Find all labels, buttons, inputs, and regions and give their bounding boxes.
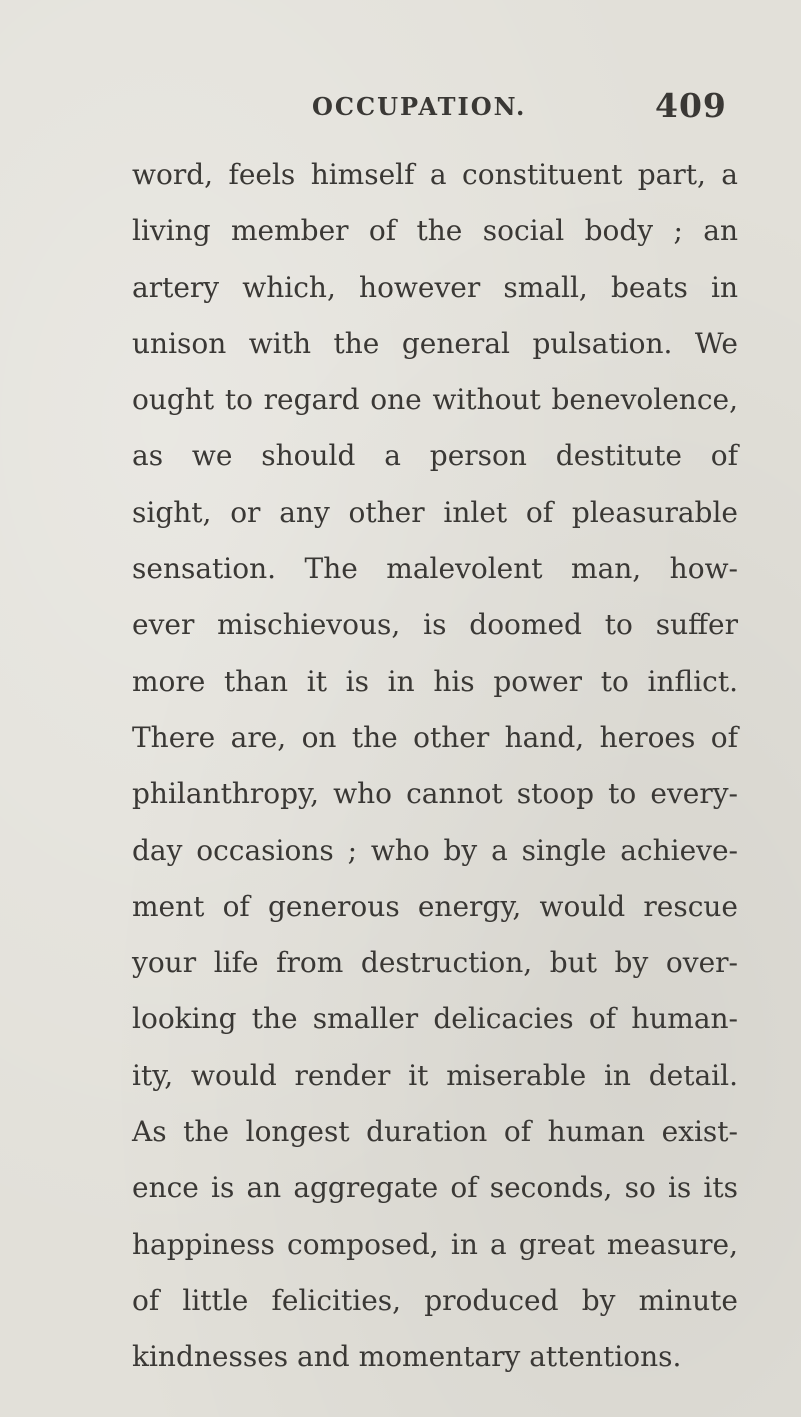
text-line: living member of the social body ; an [132,214,738,248]
text-line: of little felicities, produced by minute [132,1283,738,1317]
text-line: sensation. The malevolent man, how- [132,552,738,586]
text-line: more than it is in his power to inflict. [132,664,738,698]
text-line: As the longest duration of human exist- [132,1115,738,1149]
text-line: ever mischievous, is doomed to suffer [132,608,738,642]
text-line: There are, on the other hand, heroes of [132,720,738,754]
text-line: looking the smaller delicacies of human- [132,1002,738,1036]
running-head-title: OCCUPATION. [312,92,527,121]
text-line: day occasions ; who by a single achieve- [132,833,738,867]
text-line: ence is an aggregate of seconds, so is its [132,1171,738,1205]
text-line: ought to regard one without benevolence, [132,383,738,417]
text-line: your life from destruction, but by over- [132,946,738,980]
text-line: happiness composed, in a great measure, [132,1227,738,1261]
text-line: philanthropy, who cannot stoop to every- [132,777,738,811]
text-line: as we should a person destitute of [132,439,738,473]
text-line: artery which, however small, beats in [132,270,738,304]
body-paragraph [132,147,738,1386]
text-line: ment of generous energy, would rescue [132,889,738,923]
text-line: kindnesses and momentary attentions. [132,1340,682,1374]
text-line: unison with the general pulsation. We [132,326,738,360]
page-number: 409 [655,86,727,125]
text-line: ity, would render it miserable in detail. [132,1058,738,1092]
text-line: sight, or any other inlet of pleasurable [132,495,738,529]
running-head [312,86,742,126]
text-line: word, feels himself a constituent part, a [132,158,738,191]
